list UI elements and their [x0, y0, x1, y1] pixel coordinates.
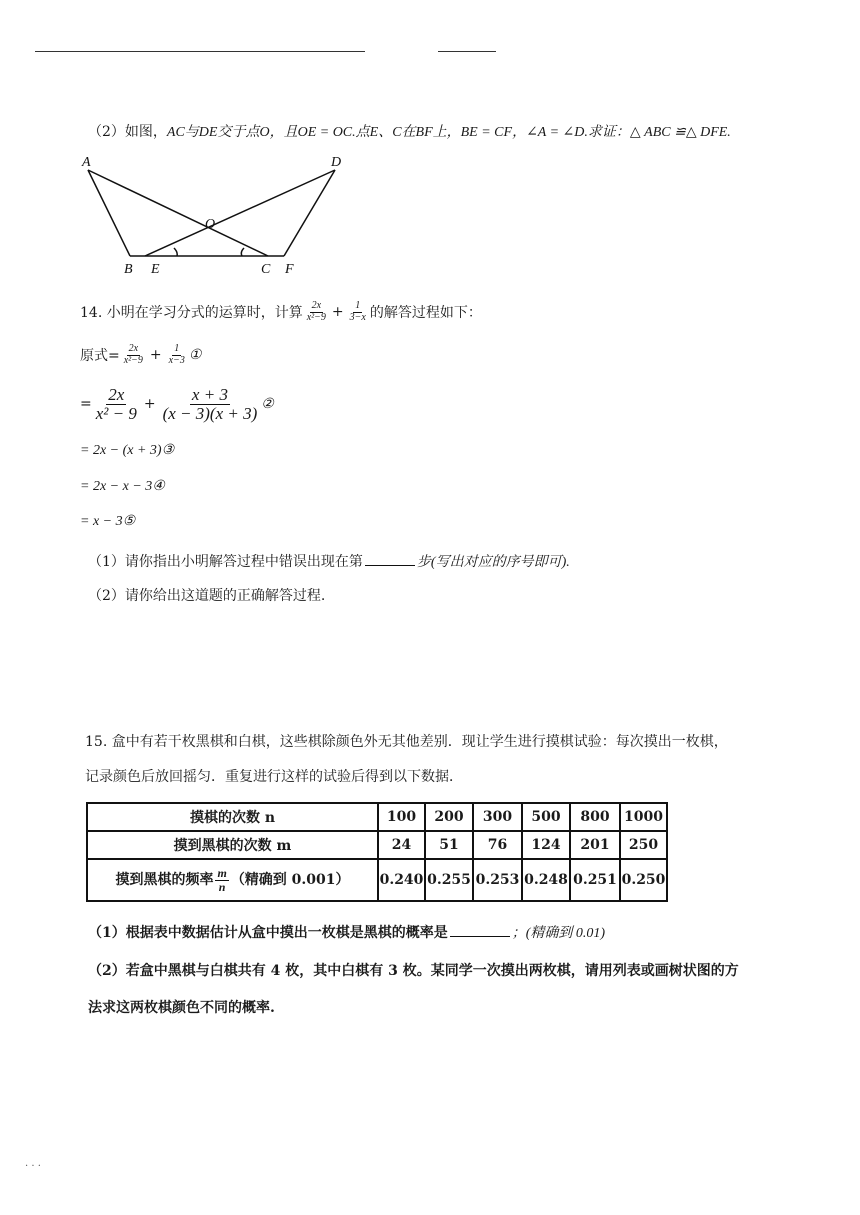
table-cell: 76 — [473, 831, 522, 859]
q14-sub1: （1）请你指出小明解答过程中错误出现在第 步(写出对应的序号即可). — [88, 554, 570, 570]
table-row-m — [87, 831, 667, 859]
q14-step-5: = x − 3⑤ — [80, 514, 136, 529]
table-cell: 51 — [425, 831, 473, 859]
table-row-frequency — [87, 859, 667, 901]
q14-step-2: = $\frac{2x}{\text{x² − 9}}$ + $\frac{x + 3}{(x - 3)(x + 3)}$ ② — [80, 385, 274, 423]
table-cell: 300 — [473, 803, 522, 831]
segment-df — [284, 170, 335, 256]
q15-stem-line1: 15. 盒中有若干枚黑棋和白棋，这些棋除颜色外无其他差别．现让学生进行摸棋试验：每次摸出一枚棋， — [85, 734, 728, 750]
segment-ab — [88, 170, 130, 256]
label-f: F — [285, 262, 294, 277]
row-label-n: 摸棋的次数 n — [87, 803, 378, 831]
q15-stem-line2: 记录颜色后放回摇匀．重复进行这样的试验后得到以下数据． — [85, 769, 463, 785]
table-cell: 0.253 — [473, 859, 522, 901]
table-row-n — [87, 803, 667, 831]
label-a: A — [82, 155, 91, 170]
table-cell: 0.251 — [570, 859, 620, 901]
table-cell: 100 — [378, 803, 425, 831]
table-cell: 0.250 — [620, 859, 667, 901]
q14-answer-blank[interactable] — [365, 565, 415, 566]
top-rule-right — [438, 51, 496, 52]
table-cell: 201 — [570, 831, 620, 859]
q13-part2-body: AC与DE交于点O，且OE = OC.点E、C在BF上，BE = CF，∠A = ∠D.求证：△ ABC ≌△ DFE. — [166, 125, 731, 140]
table-cell: 0.255 — [425, 859, 473, 901]
label-o: O — [205, 217, 216, 232]
q14-stem-fraction-2: $\frac{1}{3-x}$ — [349, 300, 366, 323]
table-cell: 800 — [570, 803, 620, 831]
geometry-figure — [78, 152, 358, 280]
angle-mark-c — [241, 248, 244, 256]
label-b: B — [124, 262, 133, 277]
top-rule-left — [35, 51, 365, 52]
q14-sub2: （2）请你给出这道题的正确解答过程. — [88, 588, 326, 604]
q14-stem: 14. 小明在学习分式的运算时，计算 $\frac{2x}{\text{x²−9}}$ + $\frac{1}{3-x}$ 的解答过程如下： — [80, 300, 482, 323]
q13-part2-text — [88, 121, 731, 141]
q14-step-1: 原式= $\frac{2x}{\text{x²−9}}$ + $\frac{1}{x-3}$ ① — [80, 343, 202, 366]
table-cell: 0.240 — [378, 859, 425, 901]
q14-stem-before: 14. 小明在学习分式的运算时，计算 — [80, 305, 303, 321]
q15-sub2-line2: 法求这两枚棋颜色不同的概率. — [88, 1000, 275, 1016]
row-label-frequency: 摸到黑棋的频率 $\frac{m}{n}$ （精确到 0.001） — [87, 859, 378, 901]
table-cell: 124 — [522, 831, 570, 859]
q15-sub2-line1: （2）若盒中黑棋与白棋共有 4 枚，其中白棋有 3 枚。某同学一次摸出两枚棋，请用列表或画树状图的方 — [88, 963, 739, 979]
q14-step-4: = 2x − x − 3④ — [80, 479, 165, 494]
label-c: C — [261, 262, 271, 277]
table-cell: 24 — [378, 831, 425, 859]
q14-step-3: = 2x − (x + 3)③ — [80, 443, 175, 458]
angle-mark-e — [174, 248, 177, 256]
q15-data-table — [86, 802, 668, 902]
footer-dots: . . . — [25, 1158, 41, 1169]
q14-stem-after: 的解答过程如下： — [369, 305, 482, 321]
q15-answer-blank[interactable] — [450, 936, 510, 937]
label-e: E — [151, 262, 160, 277]
row-label-m: 摸到黑棋的次数 m — [87, 831, 378, 859]
q15-sub1: （1）根据表中数据估计从盒中摸出一枚棋是黑棋的概率是 ；(精确到 0.01) — [88, 925, 606, 941]
table-cell: 0.248 — [522, 859, 570, 901]
q14-stem-fraction-1: $\frac{2x}{\text{x²−9}}$ — [306, 300, 326, 323]
table-cell: 500 — [522, 803, 570, 831]
table-cell: 1000 — [620, 803, 667, 831]
table-cell: 200 — [425, 803, 473, 831]
label-d: D — [331, 155, 342, 170]
q13-part2-prefix: （2）如图， — [88, 124, 167, 140]
table-cell: 250 — [620, 831, 667, 859]
